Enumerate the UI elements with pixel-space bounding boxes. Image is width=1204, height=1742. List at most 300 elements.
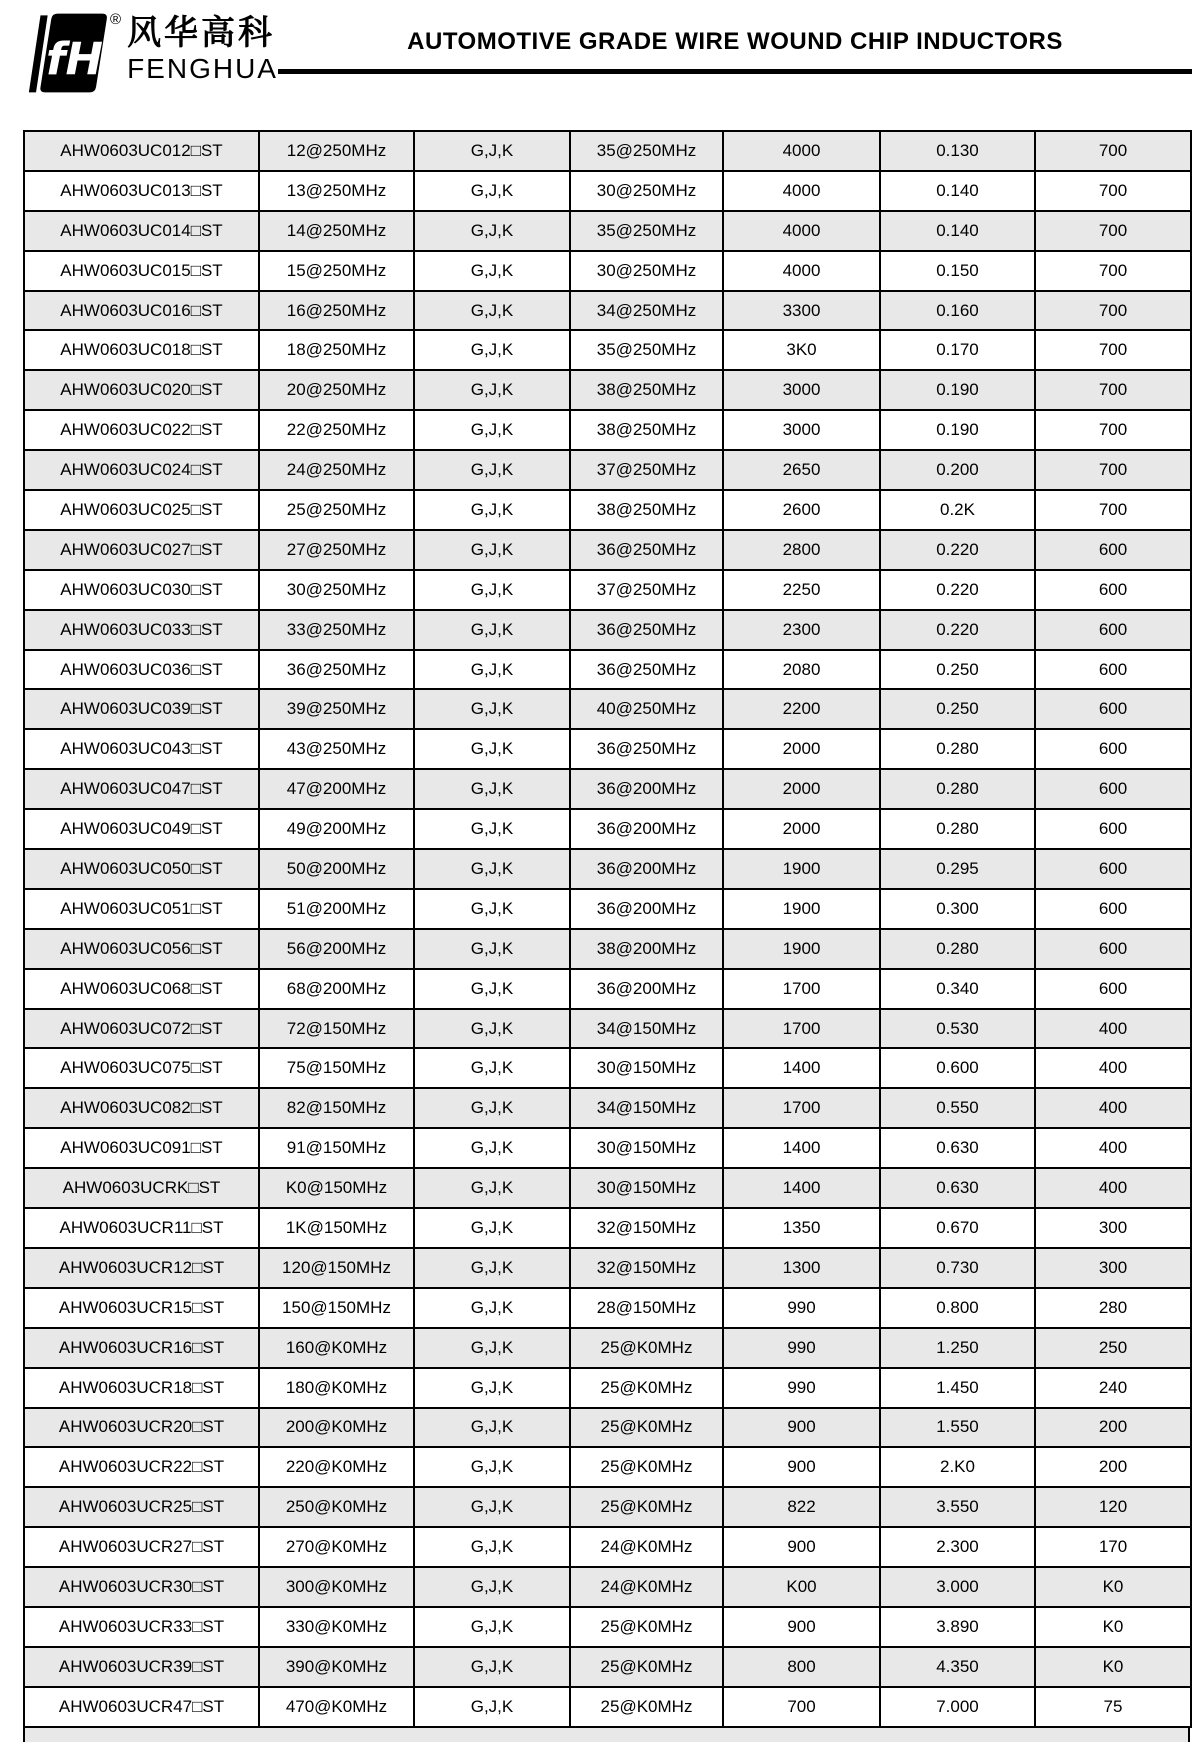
table-cell-part-number: AHW0603UCR39□ST [24,1647,259,1687]
table-cell-q-factor: 30@150MHz [570,1048,723,1088]
table-cell-rated-current: 600 [1035,769,1191,809]
table-cell-srf: 990 [723,1368,880,1408]
table-cell-inductance: 12@250MHz [259,131,414,171]
table-row [24,889,1191,929]
table-cell-inductance: 30@250MHz [259,570,414,610]
table-cell-part-number: AHW0603UCR22□ST [24,1447,259,1487]
table-cell-rated-current: 600 [1035,570,1191,610]
table-cell-rated-current: 700 [1035,410,1191,450]
table-cell-srf: 1350 [723,1208,880,1248]
table-cell-tolerance: G,J,K [414,889,570,929]
table-cell-dcr: 7.000 [880,1687,1035,1727]
table-cell-rated-current: 700 [1035,211,1191,251]
table-cell-srf: 700 [723,1687,880,1727]
table-cell-part-number: AHW0603UCR11□ST [24,1208,259,1248]
table-row [24,689,1191,729]
table-cell-inductance: 200@K0MHz [259,1408,414,1448]
table-cell-srf: 2200 [723,689,880,729]
table-cell-tolerance: G,J,K [414,530,570,570]
table-cell-srf: 4000 [723,251,880,291]
table-cell-q-factor: 34@250MHz [570,291,723,331]
table-cell-rated-current: 700 [1035,450,1191,490]
table-row [24,370,1191,410]
title-block [278,28,1192,74]
table-cell-part-number: AHW0603UCRK□ST [24,1168,259,1208]
table-cell-rated-current: 600 [1035,650,1191,690]
table-row [24,450,1191,490]
table-cell-inductance: 25@250MHz [259,490,414,530]
table-row [24,1567,1191,1607]
table-cell-q-factor: 38@200MHz [570,929,723,969]
table-cell-srf: 822 [723,1487,880,1527]
table-cell-tolerance: G,J,K [414,809,570,849]
table-cell-dcr: 1.450 [880,1368,1035,1408]
table-cell-inductance: 27@250MHz [259,530,414,570]
table-cell-rated-current: 170 [1035,1527,1191,1567]
table-cell-rated-current: 300 [1035,1208,1191,1248]
table-cell-rated-current: 250 [1035,1328,1191,1368]
table-cell-dcr: 0.250 [880,650,1035,690]
inductor-spec-table [23,130,1192,1728]
table-cell-dcr: 0.295 [880,849,1035,889]
table-cell-srf: 4000 [723,211,880,251]
table-cell-q-factor: 24@K0MHz [570,1567,723,1607]
table-cell-dcr: 0.800 [880,1288,1035,1328]
table-cell-part-number: AHW0603UC025□ST [24,490,259,530]
table-cell-part-number: AHW0603UC091□ST [24,1128,259,1168]
table-cell-part-number: AHW0603UCR33□ST [24,1607,259,1647]
table-cell-srf: 900 [723,1408,880,1448]
table-row [24,1088,1191,1128]
table-cell-q-factor: 38@250MHz [570,410,723,450]
table-cell-tolerance: G,J,K [414,1647,570,1687]
table-cell-tolerance: G,J,K [414,1088,570,1128]
table-cell-srf: 2000 [723,769,880,809]
table-cell-srf: 900 [723,1447,880,1487]
table-cell-rated-current: 600 [1035,969,1191,1009]
table-cell-q-factor: 25@K0MHz [570,1447,723,1487]
table-cell-part-number: AHW0603UC016□ST [24,291,259,331]
table-cell-part-number: AHW0603UC015□ST [24,251,259,291]
table-cell-dcr: 0.280 [880,929,1035,969]
table-row [24,1248,1191,1288]
table-cell-rated-current: 280 [1035,1288,1191,1328]
table-cell-rated-current: 400 [1035,1088,1191,1128]
table-row [24,929,1191,969]
table-cell-rated-current: 120 [1035,1487,1191,1527]
fenghua-logo-icon [16,10,108,96]
table-cell-inductance: 56@200MHz [259,929,414,969]
table-cell-srf: 2650 [723,450,880,490]
table-cell-rated-current: 700 [1035,171,1191,211]
table-row [24,1647,1191,1687]
table-cell-srf: 2300 [723,610,880,650]
table-cell-inductance: 14@250MHz [259,211,414,251]
table-row [24,330,1191,370]
table-cell-q-factor: 36@250MHz [570,650,723,690]
table-cell-inductance: 51@200MHz [259,889,414,929]
table-cell-rated-current: 600 [1035,689,1191,729]
table-cell-part-number: AHW0603UC049□ST [24,809,259,849]
table-cell-srf: 900 [723,1607,880,1647]
table-cell-dcr: 0.630 [880,1168,1035,1208]
table-cell-dcr: 2.K0 [880,1447,1035,1487]
table-cell-tolerance: G,J,K [414,1248,570,1288]
table-row [24,969,1191,1009]
table-cell-tolerance: G,J,K [414,849,570,889]
table-cell-rated-current: 200 [1035,1408,1191,1448]
table-row [24,769,1191,809]
table-cell-dcr: 1.250 [880,1328,1035,1368]
table-row [24,530,1191,570]
table-cell-srf: 1400 [723,1168,880,1208]
table-cell-inductance: 20@250MHz [259,370,414,410]
logo-latin-name: FENGHUA [127,52,278,84]
table-row [24,1208,1191,1248]
table-cell-tolerance: G,J,K [414,1009,570,1049]
table-cell-tolerance: G,J,K [414,969,570,1009]
table-row [24,1487,1191,1527]
table-cell-inductance: 33@250MHz [259,610,414,650]
table-cell-srf: 1400 [723,1048,880,1088]
table-cell-part-number: AHW0603UCR18□ST [24,1368,259,1408]
table-cell-rated-current: 600 [1035,849,1191,889]
table-cell-rated-current: 200 [1035,1447,1191,1487]
table-cell-inductance: 390@K0MHz [259,1647,414,1687]
table-cell-dcr: 0.280 [880,729,1035,769]
table-cell-inductance: 150@150MHz [259,1288,414,1328]
table-cell-srf: 3000 [723,370,880,410]
table-cell-tolerance: G,J,K [414,689,570,729]
table-cell-rated-current: K0 [1035,1647,1191,1687]
table-cell-tolerance: G,J,K [414,650,570,690]
table-cell-dcr: 0.220 [880,570,1035,610]
table-cell-tolerance: G,J,K [414,131,570,171]
table-cell-q-factor: 36@200MHz [570,889,723,929]
table-cell-srf: 900 [723,1527,880,1567]
table-cell-tolerance: G,J,K [414,211,570,251]
table-cell-srf: 1700 [723,1009,880,1049]
title-underline [278,69,1192,74]
table-row [24,729,1191,769]
table-cell-q-factor: 40@250MHz [570,689,723,729]
table-cell-inductance: 47@200MHz [259,769,414,809]
table-cell-q-factor: 34@150MHz [570,1088,723,1128]
table-cell-q-factor: 32@150MHz [570,1208,723,1248]
table-cell-q-factor: 25@K0MHz [570,1687,723,1727]
table-cell-q-factor: 35@250MHz [570,211,723,251]
table-cell-srf: 1400 [723,1128,880,1168]
table-cell-dcr: 0.280 [880,809,1035,849]
table-cell-part-number: AHW0603UCR30□ST [24,1567,259,1607]
table-cell-part-number: AHW0603UC022□ST [24,410,259,450]
table-cell-rated-current: 600 [1035,729,1191,769]
table-cell-q-factor: 32@150MHz [570,1248,723,1288]
table-cell-srf: 1900 [723,849,880,889]
table-cell-tolerance: G,J,K [414,570,570,610]
table-cell-part-number: AHW0603UC014□ST [24,211,259,251]
table-cell-part-number: AHW0603UC027□ST [24,530,259,570]
table-cell-tolerance: G,J,K [414,1687,570,1727]
table-cell-srf: 2800 [723,530,880,570]
table-cell-part-number: AHW0603UCR20□ST [24,1408,259,1448]
table-cell-q-factor: 38@250MHz [570,490,723,530]
table-cell-tolerance: G,J,K [414,171,570,211]
table-cell-rated-current: 700 [1035,251,1191,291]
table-cell-rated-current: K0 [1035,1607,1191,1647]
table-cell-srf: 3300 [723,291,880,331]
table-cell-inductance: 15@250MHz [259,251,414,291]
table-row [24,211,1191,251]
table-cell-srf: 2000 [723,809,880,849]
table-cell-srf: 3K0 [723,330,880,370]
table-cell-part-number: AHW0603UC039□ST [24,689,259,729]
table-cell-q-factor: 30@150MHz [570,1128,723,1168]
table-cell-srf: 2600 [723,490,880,530]
inductor-table-body [24,131,1191,1727]
table-row [24,1009,1191,1049]
table-cell-inductance: 13@250MHz [259,171,414,211]
table-cell-srf: 4000 [723,171,880,211]
table-cell-dcr: 3.890 [880,1607,1035,1647]
table-cell-rated-current: 600 [1035,610,1191,650]
table-cell-dcr: 0.2K [880,490,1035,530]
table-cell-q-factor: 36@200MHz [570,809,723,849]
table-cell-q-factor: 36@200MHz [570,849,723,889]
table-cell-part-number: AHW0603UC072□ST [24,1009,259,1049]
table-cell-tolerance: G,J,K [414,1048,570,1088]
table-cell-q-factor: 35@250MHz [570,330,723,370]
table-cell-tolerance: G,J,K [414,370,570,410]
table-row [24,1288,1191,1328]
table-cell-dcr: 0.600 [880,1048,1035,1088]
table-cell-srf: 1900 [723,929,880,969]
table-cell-part-number: AHW0603UC082□ST [24,1088,259,1128]
table-row [24,171,1191,211]
table-row [24,1048,1191,1088]
table-cell-part-number: AHW0603UC036□ST [24,650,259,690]
table-cell-tolerance: G,J,K [414,251,570,291]
table-cell-q-factor: 25@K0MHz [570,1368,723,1408]
table-cell-srf: 990 [723,1328,880,1368]
table-cell-dcr: 0.220 [880,610,1035,650]
table-cell-tolerance: G,J,K [414,291,570,331]
table-cell-q-factor: 36@200MHz [570,969,723,1009]
table-cell-q-factor: 37@250MHz [570,450,723,490]
table-cell-part-number: AHW0603UC020□ST [24,370,259,410]
table-cell-inductance: 36@250MHz [259,650,414,690]
table-cell-inductance: K0@150MHz [259,1168,414,1208]
table-cell-tolerance: G,J,K [414,610,570,650]
table-cell-inductance: 180@K0MHz [259,1368,414,1408]
table-cell-q-factor: 36@200MHz [570,769,723,809]
table-cell-dcr: 0.190 [880,370,1035,410]
table-cell-tolerance: G,J,K [414,330,570,370]
table-cell-inductance: 300@K0MHz [259,1567,414,1607]
table-cell-q-factor: 37@250MHz [570,570,723,610]
table-cell-dcr: 4.350 [880,1647,1035,1687]
table-cell-rated-current: 600 [1035,530,1191,570]
table-cell-tolerance: G,J,K [414,1208,570,1248]
table-cell-part-number: AHW0603UC033□ST [24,610,259,650]
svg-text:fH: fH [46,32,104,86]
table-cell-part-number: AHW0603UC024□ST [24,450,259,490]
table-cell-dcr: 3.000 [880,1567,1035,1607]
table-cell-tolerance: G,J,K [414,1128,570,1168]
table-cell-tolerance: G,J,K [414,1328,570,1368]
table-cell-dcr: 0.300 [880,889,1035,929]
table-cell-tolerance: G,J,K [414,450,570,490]
table-cell-rated-current: K0 [1035,1567,1191,1607]
registered-trademark-symbol: ® [110,11,122,28]
logo-chinese-name: 风华高科 [127,14,276,52]
table-cell-tolerance: G,J,K [414,729,570,769]
table-cell-part-number: AHW0603UC051□ST [24,889,259,929]
table-cell-part-number: AHW0603UC013□ST [24,171,259,211]
table-cell-q-factor: 36@250MHz [570,729,723,769]
table-row [24,1328,1191,1368]
table-cell-dcr: 2.300 [880,1527,1035,1567]
table-cell-rated-current: 600 [1035,929,1191,969]
table-cell-inductance: 43@250MHz [259,729,414,769]
table-cell-inductance: 220@K0MHz [259,1447,414,1487]
table-cell-dcr: 0.130 [880,131,1035,171]
table-cell-q-factor: 30@150MHz [570,1168,723,1208]
table-cell-q-factor: 30@250MHz [570,171,723,211]
table-row [24,490,1191,530]
table-cell-part-number: AHW0603UC047□ST [24,769,259,809]
table-cell-dcr: 0.630 [880,1128,1035,1168]
table-row [24,251,1191,291]
table-cell-rated-current: 400 [1035,1128,1191,1168]
table-cell-inductance: 75@150MHz [259,1048,414,1088]
table-cell-srf: 2000 [723,729,880,769]
table-cell-dcr: 0.530 [880,1009,1035,1049]
fenghua-logo [16,10,278,96]
table-cell-srf: 1900 [723,889,880,929]
table-cell-part-number: AHW0603UCR27□ST [24,1527,259,1567]
table-cell-dcr: 0.140 [880,171,1035,211]
table-cell-rated-current: 240 [1035,1368,1191,1408]
table-row [24,1687,1191,1727]
table-cell-q-factor: 24@K0MHz [570,1527,723,1567]
table-cell-part-number: AHW0603UCR47□ST [24,1687,259,1727]
table-cell-q-factor: 25@K0MHz [570,1487,723,1527]
table-cell-dcr: 0.550 [880,1088,1035,1128]
table-row [24,1128,1191,1168]
table-cell-inductance: 82@150MHz [259,1088,414,1128]
table-cell-dcr: 0.140 [880,211,1035,251]
table-cell-dcr: 0.150 [880,251,1035,291]
table-cell-dcr: 0.220 [880,530,1035,570]
table-cell-inductance: 1K@150MHz [259,1208,414,1248]
table-cell-srf: 4000 [723,131,880,171]
table-cell-q-factor: 30@250MHz [570,251,723,291]
table-cell-part-number: AHW0603UC018□ST [24,330,259,370]
table-cell-dcr: 0.200 [880,450,1035,490]
table-cell-inductance: 72@150MHz [259,1009,414,1049]
table-row [24,849,1191,889]
table-cell-srf: K00 [723,1567,880,1607]
table-cell-rated-current: 75 [1035,1687,1191,1727]
table-cell-tolerance: G,J,K [414,1607,570,1647]
table-cell-part-number: AHW0603UC075□ST [24,1048,259,1088]
table-cell-rated-current: 600 [1035,889,1191,929]
table-cell-part-number: AHW0603UCR15□ST [24,1288,259,1328]
table-cell-tolerance: G,J,K [414,1168,570,1208]
table-cell-inductance: 22@250MHz [259,410,414,450]
table-cell-tolerance: G,J,K [414,1368,570,1408]
table-cell-part-number: AHW0603UC030□ST [24,570,259,610]
table-cell-part-number: AHW0603UCR16□ST [24,1328,259,1368]
table-cell-inductance: 68@200MHz [259,969,414,1009]
table-row [24,650,1191,690]
table-cell-q-factor: 25@K0MHz [570,1647,723,1687]
logo-text [127,16,278,83]
table-cell-part-number: AHW0603UCR25□ST [24,1487,259,1527]
table-cell-q-factor: 36@250MHz [570,610,723,650]
table-cell-dcr: 0.170 [880,330,1035,370]
table-cell-q-factor: 35@250MHz [570,131,723,171]
table-cell-inductance: 270@K0MHz [259,1527,414,1567]
table-cell-tolerance: G,J,K [414,1527,570,1567]
table-cell-dcr: 0.160 [880,291,1035,331]
table-row [24,1168,1191,1208]
table-cell-part-number: AHW0603UC050□ST [24,849,259,889]
table-row [24,1447,1191,1487]
table-row [24,1368,1191,1408]
table-cell-tolerance: G,J,K [414,1408,570,1448]
table-row [24,410,1191,450]
table-row [24,1527,1191,1567]
table-cell-srf: 1700 [723,1088,880,1128]
table-cell-q-factor: 25@K0MHz [570,1607,723,1647]
table-cell-inductance: 39@250MHz [259,689,414,729]
table-cell-inductance: 250@K0MHz [259,1487,414,1527]
table-row [24,1607,1191,1647]
table-cell-rated-current: 400 [1035,1048,1191,1088]
table-cell-srf: 2250 [723,570,880,610]
table-cell-dcr: 3.550 [880,1487,1035,1527]
table-cell-rated-current: 400 [1035,1168,1191,1208]
table-cell-dcr: 0.280 [880,769,1035,809]
table-cell-inductance: 91@150MHz [259,1128,414,1168]
table-cell-q-factor: 25@K0MHz [570,1328,723,1368]
table-cell-rated-current: 700 [1035,370,1191,410]
table-cell-inductance: 24@250MHz [259,450,414,490]
table-cell-rated-current: 700 [1035,330,1191,370]
table-cell-rated-current: 700 [1035,490,1191,530]
table-cell-part-number: AHW0603UC043□ST [24,729,259,769]
table-cell-tolerance: G,J,K [414,769,570,809]
table-cell-dcr: 0.670 [880,1208,1035,1248]
table-cell-inductance: 120@150MHz [259,1248,414,1288]
table-cell-q-factor: 38@250MHz [570,370,723,410]
table-cell-tolerance: G,J,K [414,929,570,969]
table-cell-tolerance: G,J,K [414,1288,570,1328]
table-cell-rated-current: 700 [1035,131,1191,171]
table-cell-rated-current: 300 [1035,1248,1191,1288]
table-cell-srf: 2080 [723,650,880,690]
table-row [24,291,1191,331]
table-cell-inductance: 16@250MHz [259,291,414,331]
table-row [24,570,1191,610]
table-cell-tolerance: G,J,K [414,1487,570,1527]
table-cell-part-number: AHW0603UC012□ST [24,131,259,171]
table-cell-part-number: AHW0603UC068□ST [24,969,259,1009]
table-row [24,610,1191,650]
table-cell-part-number: AHW0603UC056□ST [24,929,259,969]
